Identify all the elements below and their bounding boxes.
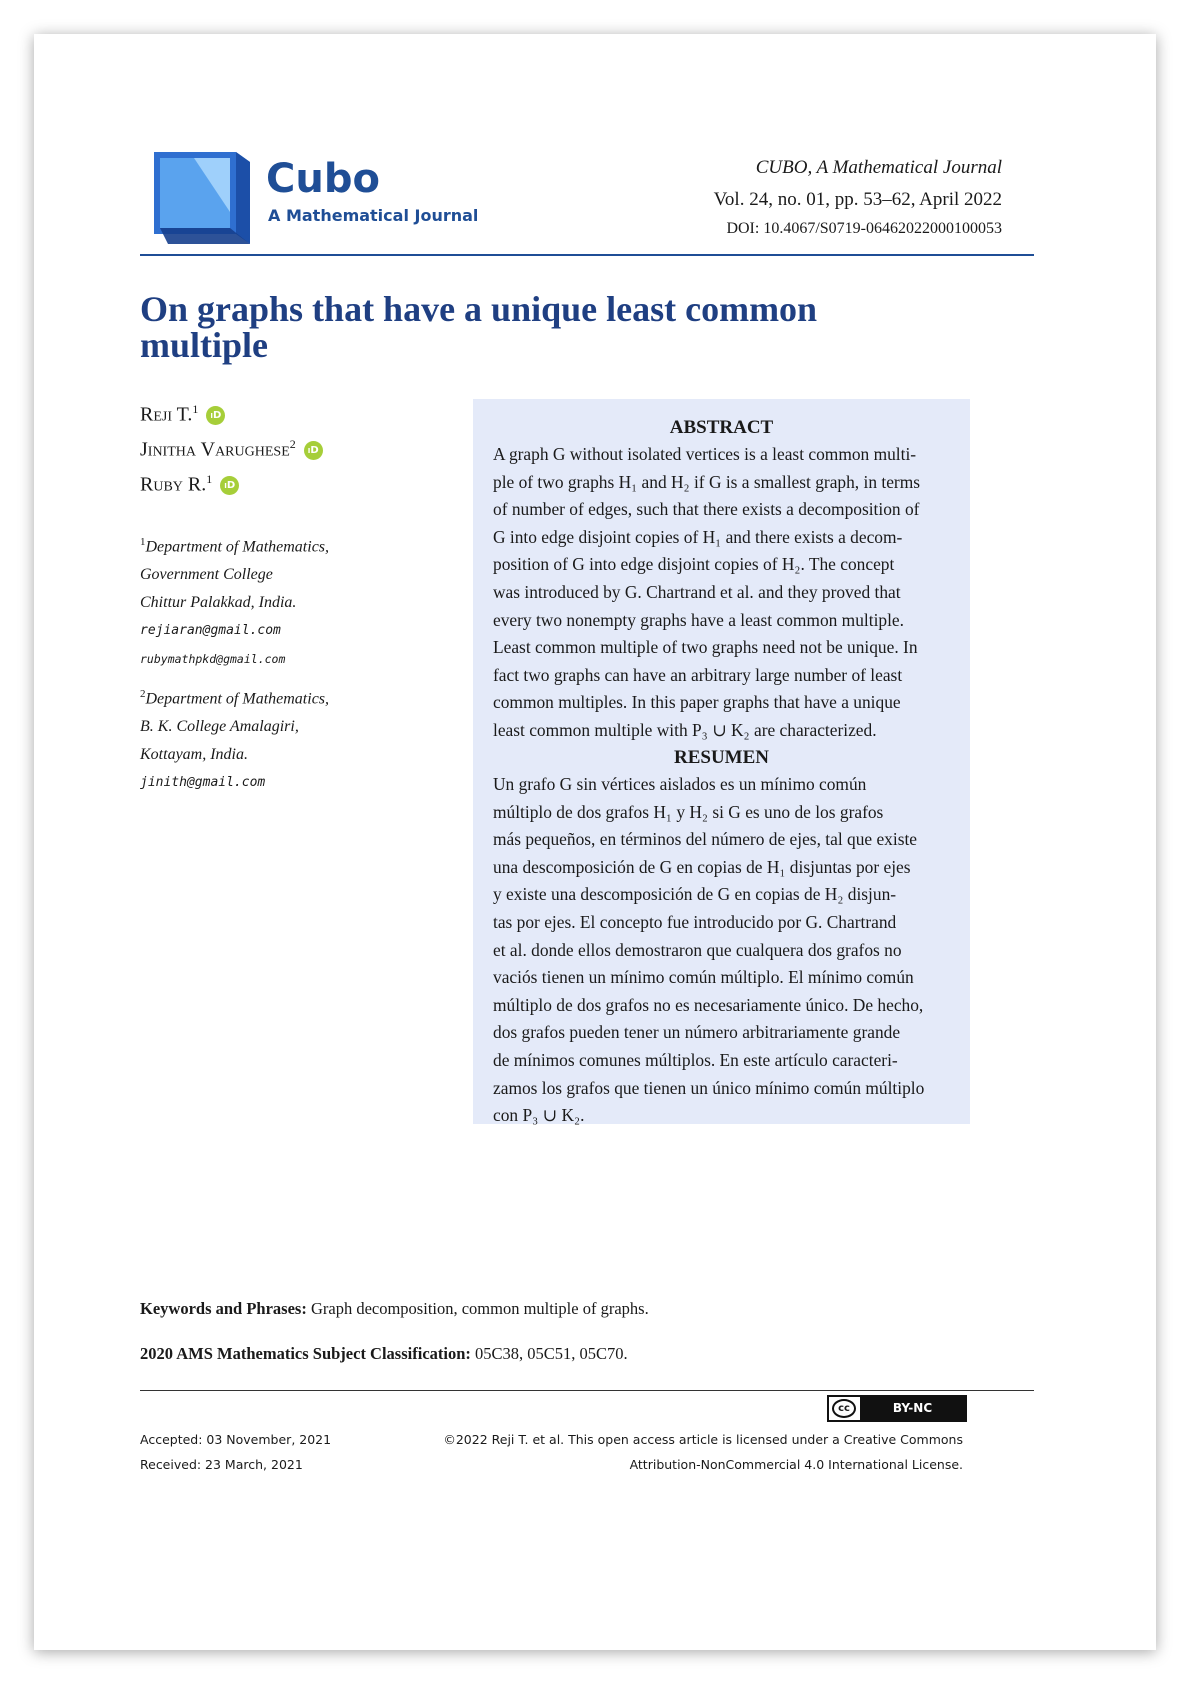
keywords-label: Keywords and Phrases:: [140, 1299, 307, 1318]
journal-logo: [154, 152, 494, 244]
msc-label: 2020 AMS Mathematics Subject Classification:: [140, 1344, 471, 1363]
text-line: con P₃ ∪ K₂.: [493, 1105, 585, 1126]
text-line: every two nonempty graphs have a least common multiple.: [493, 609, 904, 630]
text-line: zamos los grafos que tienen un único mínimo común múltiplo: [493, 1077, 925, 1098]
orcid-icon[interactable]: iD: [206, 406, 225, 425]
title-line-1: On graphs that have a unique least common: [140, 289, 818, 329]
affiliation-line: Kottayam, India.: [140, 746, 248, 764]
affiliation-line: B. K. College Amalagiri,: [140, 718, 299, 736]
msc-classification: [140, 1344, 1034, 1364]
license-text: [434, 1427, 963, 1477]
author-affil-mark: 2: [289, 437, 296, 451]
by-nc-label: BY-NC: [860, 1397, 965, 1420]
abstract-text: [493, 441, 963, 745]
header-rule: [140, 254, 1034, 256]
author: [140, 402, 460, 437]
author: [140, 472, 460, 507]
license-line-1: ©2022 Reji T. et al. This open access article is licensed under a Creative Commons: [443, 1432, 963, 1447]
author-name: Jinitha Varughese: [140, 438, 290, 461]
received-date: Received: 23 March, 2021: [140, 1457, 303, 1472]
orcid-icon[interactable]: iD: [220, 476, 239, 495]
author-name: Ruby R.: [140, 473, 207, 496]
abstract-heading: ABSTRACT: [669, 417, 774, 438]
text-line: más pequeños, en términos del número de ejes, tal que existe: [493, 829, 918, 850]
keywords: [140, 1299, 1034, 1319]
logo-name: Cubo: [266, 156, 380, 202]
dates: [140, 1427, 440, 1477]
text-line: Un grafo G sin vértices aislados es un mínimo común: [493, 774, 867, 794]
text-line: G into edge disjoint copies of H₁ and there exists a decom-: [493, 526, 903, 547]
title-line-2: multiple: [140, 325, 269, 365]
text-line: ple of two graphs H₁ and H₂ if G is a smallest graph, in terms: [493, 471, 921, 492]
abstract-box: [473, 399, 970, 1124]
text-line: una descomposición de G en copias de H₁ disjuntas por ejes: [493, 856, 911, 877]
email-link[interactable]: jinith@gmail.com: [140, 775, 266, 791]
text-line: least common multiple with P₃ ∪ K₂ are characterized.: [493, 719, 877, 740]
text-line: common multiples. In this paper graphs that have a unique: [493, 692, 901, 713]
text-line: A graph G without isolated vertices is a least common multi-: [493, 444, 917, 464]
paper-page: [34, 34, 1156, 1650]
logo-subtitle: A Mathematical Journal: [268, 206, 479, 225]
text-line: was introduced by G. Chartrand et al. and they proved that: [493, 581, 901, 602]
keywords-text: Graph decomposition, common multiple of graphs.: [310, 1299, 649, 1318]
author-affil-mark: 1: [206, 472, 213, 486]
text-line: vaciós tienen un mínimo común múltiplo. El mínimo común: [493, 967, 914, 988]
text-line: y existe una descomposición de G en copias de H₂ disjun-: [493, 884, 897, 905]
cc-icon: cc: [832, 1399, 856, 1418]
email-link[interactable]: rejiaran@gmail.com: [140, 623, 281, 639]
author-list: [140, 402, 460, 507]
affiliation-line: Government College: [140, 566, 273, 584]
resumen-text: [493, 771, 963, 1130]
license-line-2: Attribution-NonCommercial 4.0 International License.: [629, 1457, 963, 1472]
affiliation-1: [140, 528, 460, 673]
footer-rule: [140, 1390, 1034, 1391]
affiliation-line: $^1$Department of Mathematics,: [140, 536, 330, 556]
msc-text: 05C38, 05C51, 05C70.: [475, 1344, 628, 1363]
orcid-icon[interactable]: iD: [304, 441, 323, 460]
paper-title: [140, 291, 1034, 363]
accepted-date: Accepted: 03 November, 2021: [140, 1432, 332, 1447]
affiliation-line: $^2$Department of Mathematics,: [140, 688, 330, 708]
text-line: dos grafos pueden tener un número arbitrariamente grande: [493, 1022, 901, 1043]
email-link[interactable]: rubymathpkd@gmail.com: [140, 652, 286, 667]
text-line: position of G into edge disjoint copies of H₂. The concept: [493, 554, 895, 575]
affiliation-line: Chittur Palakkad, India.: [140, 594, 297, 612]
text-line: fact two graphs can have an arbitrary large number of least: [493, 664, 903, 685]
author: [140, 437, 460, 472]
author-name: Reji T.: [140, 403, 193, 426]
journal-name: CUBO, A Mathematical Journal: [755, 157, 1002, 178]
text-line: múltiplo de dos grafos H₁ y H₂ si G es uno de los grafos: [493, 801, 884, 822]
journal-issue: Vol. 24, no. 01, pp. 53–62, April 2022: [713, 189, 1002, 210]
cube-icon: [154, 152, 258, 244]
text-line: tas por ejes. El concepto fue introducido por G. Chartrand: [493, 911, 897, 932]
affiliation-2: [140, 680, 460, 797]
text-line: et al. donde ellos demostraron que cualquera dos grafos no: [493, 939, 902, 960]
text-line: of number of edges, such that there exists a decomposition of: [493, 499, 920, 520]
author-affil-mark: 1: [192, 402, 199, 416]
text-line: múltiplo de dos grafos no es necesariamente único. De hecho,: [493, 994, 924, 1015]
journal-doi: DOI: 10.4067/S0719-06462022000100053: [726, 220, 1002, 237]
journal-info: [602, 152, 1002, 242]
resumen-heading: RESUMEN: [673, 747, 769, 768]
text-line: de mínimos comunes múltiplos. En este artículo caracteri-: [493, 1049, 898, 1070]
cc-license-badge[interactable]: [827, 1395, 967, 1422]
text-line: Least common multiple of two graphs need not be unique. In: [493, 637, 918, 658]
